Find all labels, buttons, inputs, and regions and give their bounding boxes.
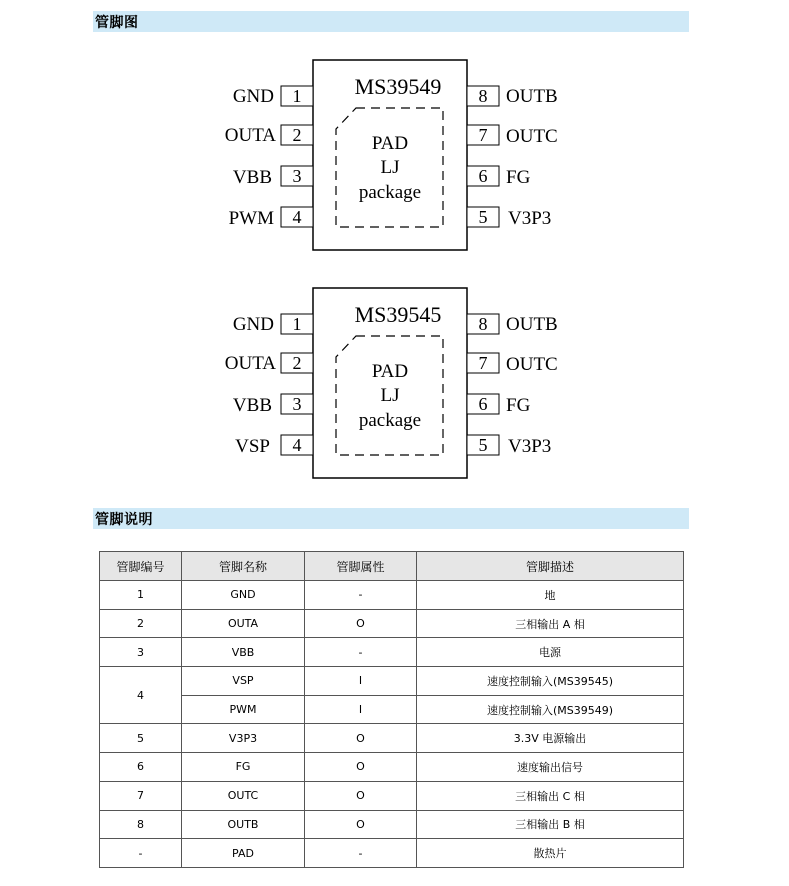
cell-pin-attribute: O [305,724,417,753]
cell-pin-number: 4 [100,667,182,724]
pad-label-line-2: LJ [380,385,400,406]
cell-pin-name: V3P3 [182,724,305,753]
cell-pin-description: 三相输出 A 相 [417,609,684,638]
chip-name: MS39549 [354,74,442,99]
pin-number: 2 [292,125,302,145]
cell-pin-attribute: O [305,810,417,839]
cell-pin-number: 5 [100,724,182,753]
cell-pin-name: OUTC [182,781,305,810]
table-row [100,581,684,610]
pin-label: OUTC [506,126,558,147]
pad-label-line-1: PAD [371,361,409,382]
pin-label: OUTA [224,353,276,374]
pin-label: GND [232,86,274,107]
table-row [100,638,684,667]
pin-label: VSP [235,436,270,457]
pin-label: VBB [232,395,272,416]
cell-pin-name: VSP [182,667,305,696]
cell-pin-number: 7 [100,781,182,810]
cell-pin-name: GND [182,581,305,610]
table-row [100,753,684,782]
pin-number: 7 [478,353,488,373]
cell-pin-name: PAD [182,839,305,868]
pin-number: 8 [478,314,488,334]
pin-label: FG [506,167,531,188]
cell-pin-attribute: I [305,667,417,696]
cell-pin-attribute: - [305,581,417,610]
header-pin-attribute: 管脚属性 [305,552,417,581]
cell-pin-name: OUTA [182,609,305,638]
cell-pin-attribute: O [305,753,417,782]
header-pin-number: 管脚编号 [100,552,182,581]
package-diagram-ms39549 [0,55,789,255]
pinout-section-title: 管脚图 [95,15,139,31]
cell-pin-number: 8 [100,810,182,839]
pin-description-section-header [93,508,689,529]
pin-description-table [99,551,684,868]
pin-label: VBB [232,167,272,188]
cell-pin-number: 1 [100,581,182,610]
pin-number: 6 [478,166,488,186]
pin-label: OUTB [506,314,558,335]
pin-number: 3 [292,394,302,414]
pin-label: V3P3 [508,436,552,457]
left-pins [225,314,313,457]
cell-pin-description: 散热片 [417,839,684,868]
pin-label: OUTC [506,354,558,375]
cell-pin-name: PWM [182,695,305,724]
pin-label: OUTA [224,125,276,146]
cell-pin-attribute: - [305,839,417,868]
left-pins [225,86,313,229]
pad-label-line-3: package [358,182,422,203]
pin-description-section-title: 管脚说明 [95,512,153,528]
cell-pin-description: 地 [417,581,684,610]
cell-pin-name: VBB [182,638,305,667]
pin-number: 1 [292,86,302,106]
table-row [100,724,684,753]
table-row [100,667,684,696]
package-diagram-ms39545 [0,283,789,483]
cell-pin-description: 速度输出信号 [417,753,684,782]
cell-pin-number: 6 [100,753,182,782]
pin-label: PWM [228,208,274,229]
cell-pin-description: 速度控制输入(MS39545) [417,667,684,696]
cell-pin-attribute: - [305,638,417,667]
pad-label-line-2: LJ [380,157,400,178]
cell-pin-name: FG [182,753,305,782]
pin-number: 5 [478,207,488,227]
cell-pin-number: - [100,839,182,868]
header-pin-description: 管脚描述 [417,552,684,581]
table-row [100,810,684,839]
pin-label: GND [232,314,274,335]
pin-number: 3 [292,166,302,186]
cell-pin-number: 3 [100,638,182,667]
pin-label: FG [506,395,531,416]
pad-label-line-3: package [358,410,422,431]
pin-number: 4 [292,435,302,455]
pin-number: 4 [292,207,302,227]
cell-pin-description: 三相输出 B 相 [417,810,684,839]
cell-pin-description: 电源 [417,638,684,667]
cell-pin-description: 速度控制输入(MS39549) [417,695,684,724]
cell-pin-name: OUTB [182,810,305,839]
cell-pin-attribute: I [305,695,417,724]
cell-pin-number: 2 [100,609,182,638]
table-row [100,609,684,638]
pin-number: 2 [292,353,302,373]
table-row [100,781,684,810]
pin-number: 8 [478,86,488,106]
chip-name: MS39545 [354,302,442,327]
cell-pin-description: 三相输出 C 相 [417,781,684,810]
table-header-row [100,552,684,581]
table-row [100,695,684,724]
header-pin-name: 管脚名称 [182,552,305,581]
pin-number: 5 [478,435,488,455]
pin-number: 7 [478,125,488,145]
cell-pin-description: 3.3V 电源输出 [417,724,684,753]
table-row [100,839,684,868]
pin-number: 1 [292,314,302,334]
pin-label: V3P3 [508,208,552,229]
cell-pin-attribute: O [305,781,417,810]
right-pins [467,314,558,457]
pin-number: 6 [478,394,488,414]
pinout-section-header [93,11,689,32]
right-pins [467,86,558,229]
cell-pin-attribute: O [305,609,417,638]
pad-label-line-1: PAD [371,133,409,154]
pin-label: OUTB [506,86,558,107]
